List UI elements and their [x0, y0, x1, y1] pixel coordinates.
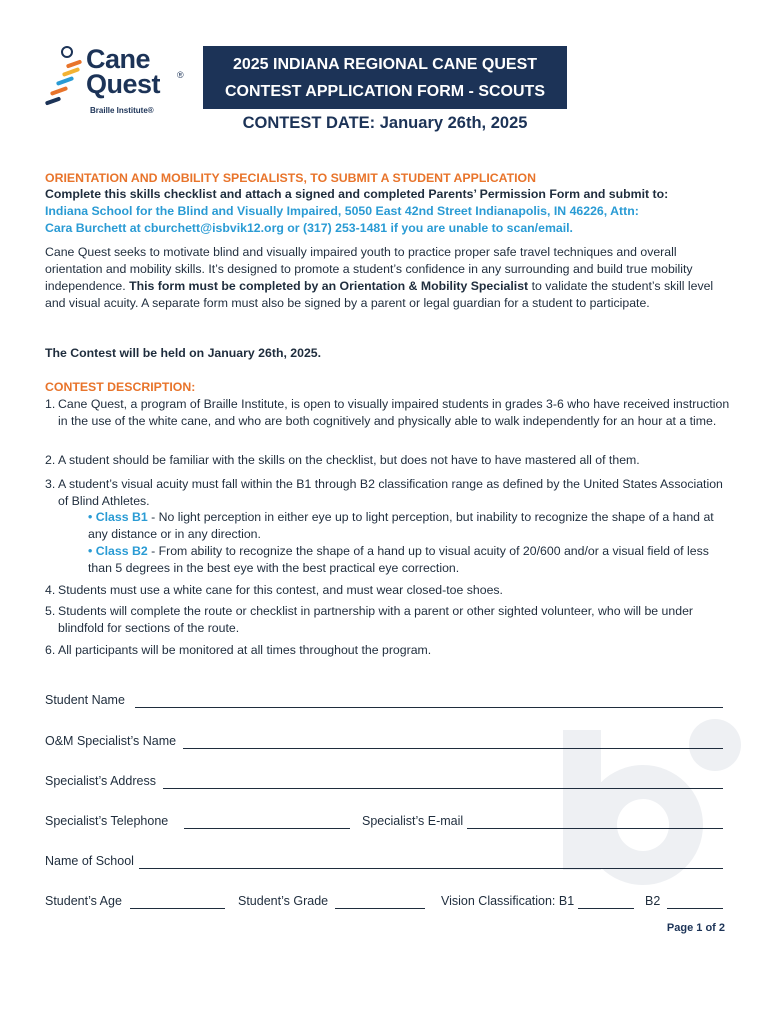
- title-line-1: 2025 INDIANA REGIONAL CANE QUEST: [232, 56, 538, 73]
- intro-instruction: Complete this skills checklist and attach a signed and completed Parents’ Permission Form and submit to:: [45, 187, 669, 201]
- class-b1-text: - No light perception in either eye up to light perception, but inability to recognize the shape of a hand at any distance or in any direction.: [88, 510, 714, 541]
- logo-brand: Braille Institute®: [90, 106, 154, 115]
- specialist-name-input[interactable]: [183, 748, 723, 749]
- vision-b2-input[interactable]: [667, 908, 723, 909]
- vision-class-label: Vision Classification: B1: [441, 894, 575, 908]
- specialist-email-label: Specialist’s E-mail: [362, 814, 464, 828]
- class-b1-item: [88, 509, 718, 543]
- list-item: 4. Students must use a white cane for this contest, and must wear closed-toe shoes.: [45, 583, 503, 597]
- list-item: 2. A student should be familiar with the skills on the checklist, but does not have to have mastered all of them.: [45, 453, 640, 467]
- logo-stripe-icon: [50, 86, 68, 96]
- class-b2-text: - From ability to recognize the shape of a hand up to visual acuity of 20/600 and/or a visual field of less than 5 degrees in the best eye with the best practical eye correction.: [88, 544, 709, 575]
- logo-stripe-icon: [66, 59, 82, 68]
- vision-b1-input[interactable]: [578, 908, 634, 909]
- logo-registered: ®: [177, 70, 184, 80]
- class-b2-label: • Class B2: [88, 544, 148, 558]
- vision-b2-label: B2: [645, 894, 661, 908]
- logo-word-quest: Quest: [86, 69, 161, 99]
- specialist-name-label: O&M Specialist’s Name: [45, 734, 177, 748]
- specialist-phone-input[interactable]: [184, 828, 350, 829]
- intro-paragraph-part1: Cane Quest seeks to motivate blind and visually impaired youth to practice proper safe travel techniques and overall orientation and mobility skills. It’s designed to promote a student’s confidence in any surrounding and build true mobility independence.: [45, 245, 693, 293]
- student-name-label: Student Name: [45, 693, 125, 707]
- intro-paragraph-part2: to validate the student’s skill level and visual acuity. A separate form must also be signed by a parent or legal guardian for a student to participate.: [45, 279, 714, 310]
- class-b1-label: • Class B1: [88, 510, 148, 524]
- intro-heading: ORIENTATION AND MOBILITY SPECIALISTS, TO SUBMIT A STUDENT APPLICATION: [45, 171, 536, 185]
- school-input[interactable]: [139, 868, 723, 869]
- specialist-address-input[interactable]: [163, 788, 723, 789]
- title-banner: [203, 46, 567, 109]
- school-label: Name of School: [45, 854, 134, 868]
- list-item: 1. Cane Quest, a program of Braille Institute, is open to visually impaired students in grades 3-6 who have received instruction in the use of the white cane, and who are both cognitively and physically able to walk independently for an hour at a time.: [45, 397, 730, 428]
- list-item: 6. All participants will be monitored at all times throughout the program.: [45, 643, 432, 657]
- held-note: The Contest will be held on January 26th, 2025.: [45, 346, 322, 360]
- logo-stripe-icon: [56, 76, 74, 86]
- title-line-2: CONTEST APPLICATION FORM - SCOUTS: [225, 83, 545, 100]
- logo-word-cane: Cane: [86, 44, 151, 74]
- logo-stripe-icon: [45, 96, 61, 105]
- student-name-input[interactable]: [135, 707, 723, 708]
- cane-quest-logo: [44, 44, 194, 124]
- class-b2-item: [88, 543, 718, 577]
- description-heading: CONTEST DESCRIPTION:: [45, 380, 196, 394]
- intro-paragraph: [45, 244, 725, 312]
- student-age-input[interactable]: [130, 908, 225, 909]
- student-grade-label: Student’s Grade: [238, 894, 329, 908]
- specialist-email-input[interactable]: [467, 828, 723, 829]
- page-number: Page 1 of 2: [666, 922, 725, 934]
- list-item: 5. Students will complete the route or checklist in partnership with a parent or other sighted volunteer, who will be under blindfold for sections of the route.: [45, 604, 694, 635]
- intro-paragraph-bold: This form must be completed by an Orientation & Mobility Specialist: [129, 279, 529, 293]
- address-line-2: Cara Burchett at cburchett@isbvik12.org or (317) 253-1481 if you are unable to scan/email.: [45, 221, 573, 235]
- student-grade-input[interactable]: [335, 908, 425, 909]
- logo-dot-icon: [61, 46, 73, 58]
- contest-date: CONTEST DATE: January 26th, 2025: [242, 114, 528, 132]
- list-item: 3. A student’s visual acuity must fall within the B1 through B2 classification range as defined by the United States Association of Blind Athletes.: [45, 477, 723, 508]
- braille-institute-watermark-icon: [555, 700, 745, 890]
- specialist-address-label: Specialist’s Address: [45, 774, 156, 788]
- specialist-phone-label: Specialist’s Telephone: [45, 814, 169, 828]
- student-age-label: Student’s Age: [45, 894, 122, 908]
- address-line-1: Indiana School for the Blind and Visually Impaired, 5050 East 42nd Street Indianapolis, IN 46226, Attn:: [45, 204, 639, 218]
